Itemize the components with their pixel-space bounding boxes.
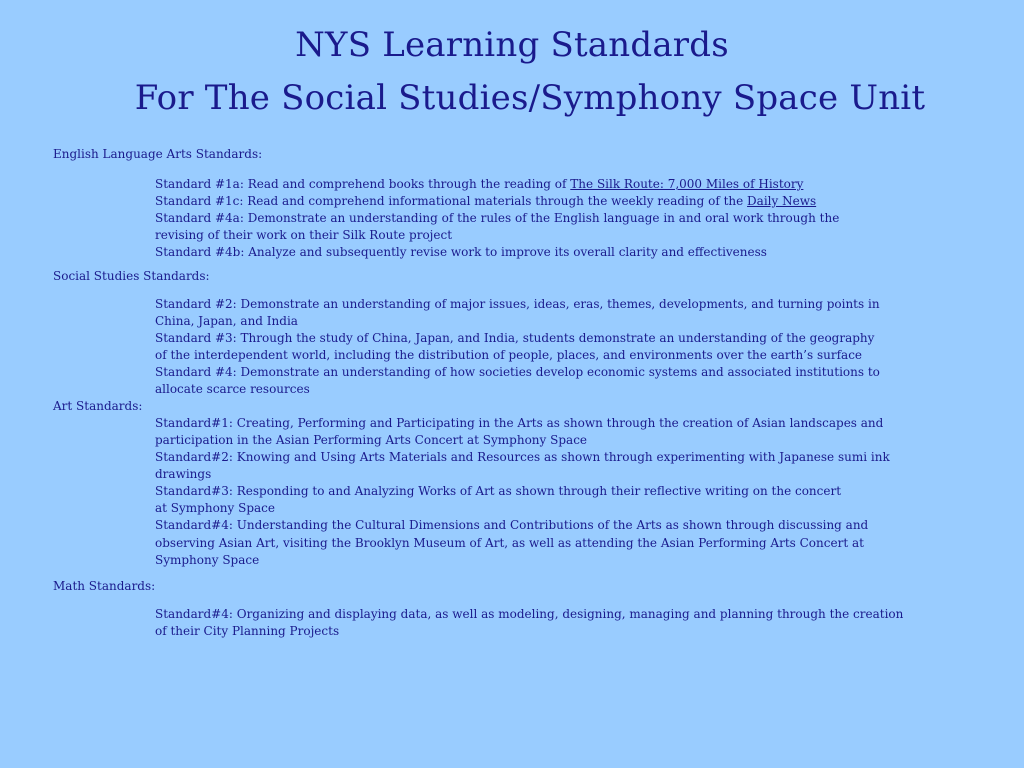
art-standard-1-line2: participation in the Asian Performing Arts Concert at Symphony Space <box>155 433 588 447</box>
art-standard-2-line2: drawings <box>155 467 212 481</box>
ela-standard-1a-book-title: The Silk Route: 7,000 Miles of History <box>570 177 804 191</box>
ela-standard-1a-text: Standard #1a: Read and comprehend books through the reading of <box>155 177 571 191</box>
social-standard-4-line2: allocate scarce resources <box>155 382 310 396</box>
ela-standard-4b: Standard #4b: Analyze and subsequently revise work to improve its overall clarity and effectiveness <box>155 245 767 259</box>
social-standard-4-line1: Standard #4: Demonstrate an understanding of how societies develop economic systems and associated institutions to <box>155 365 880 379</box>
ela-heading: English Language Arts Standards: <box>53 147 263 161</box>
art-standard-4-line1: Standard#4: Understanding the Cultural Dimensions and Contributions of the Arts as shown through discussing and <box>155 518 869 532</box>
slide-title-line1: NYS Learning Standards <box>295 25 729 65</box>
ela-standard-1c-text: Standard #1c: Read and comprehend informational materials through the weekly reading of the <box>155 194 748 208</box>
ela-standard-1c-newspaper-title: Daily News <box>747 194 817 208</box>
math-standard-4-line2: of their City Planning Projects <box>155 624 340 638</box>
math-heading: Math Standards: <box>53 579 156 593</box>
social-standard-3-line1: Standard #3: Through the study of China, Japan, and India, students demonstrate an understanding of the geography <box>155 331 875 345</box>
social-standard-3-line2: of the interdependent world, including the distribution of people, places, and environments over the earth’s surface <box>155 348 863 362</box>
ela-standard-1c <box>155 193 890 210</box>
art-standard-2-line1: Standard#2: Knowing and Using Arts Materials and Resources as shown through experimenting with Japanese sumi ink <box>155 450 890 464</box>
slide-title-line2: For The Social Studies/Symphony Space Unit <box>134 78 926 118</box>
art-standard-3-line1: Standard#3: Responding to and Analyzing Works of Art as shown through their reflective writing on the concert <box>155 484 842 498</box>
ela-standard-4a-line2: revising of their work on their Silk Route project <box>155 228 453 242</box>
social-standard-2-line1: Standard #2: Demonstrate an understanding of major issues, ideas, eras, themes, developments, and turning points in <box>155 297 880 311</box>
art-heading: Art Standards: <box>53 399 143 413</box>
math-standard-4-line1: Standard#4: Organizing and displaying data, as well as modeling, designing, managing and planning through the creation <box>155 607 904 621</box>
ela-standard-1a <box>155 176 890 193</box>
social-standard-2-line2: China, Japan, and India <box>155 314 298 328</box>
art-standard-4-line3: Symphony Space <box>155 553 260 567</box>
social-studies-heading: Social Studies Standards: <box>53 269 210 283</box>
ela-standard-4a-line1: Standard #4a: Demonstrate an understanding of the rules of the English language in and oral work through the <box>155 211 840 225</box>
art-standard-3-line2: at Symphony Space <box>155 501 276 515</box>
art-standard-1-line1: Standard#1: Creating, Performing and Participating in the Arts as shown through the creation of Asian landscapes and <box>155 416 884 430</box>
art-standard-4-line2: observing Asian Art, visiting the Brooklyn Museum of Art, as well as attending the Asian Performing Arts Concert at <box>155 536 864 550</box>
